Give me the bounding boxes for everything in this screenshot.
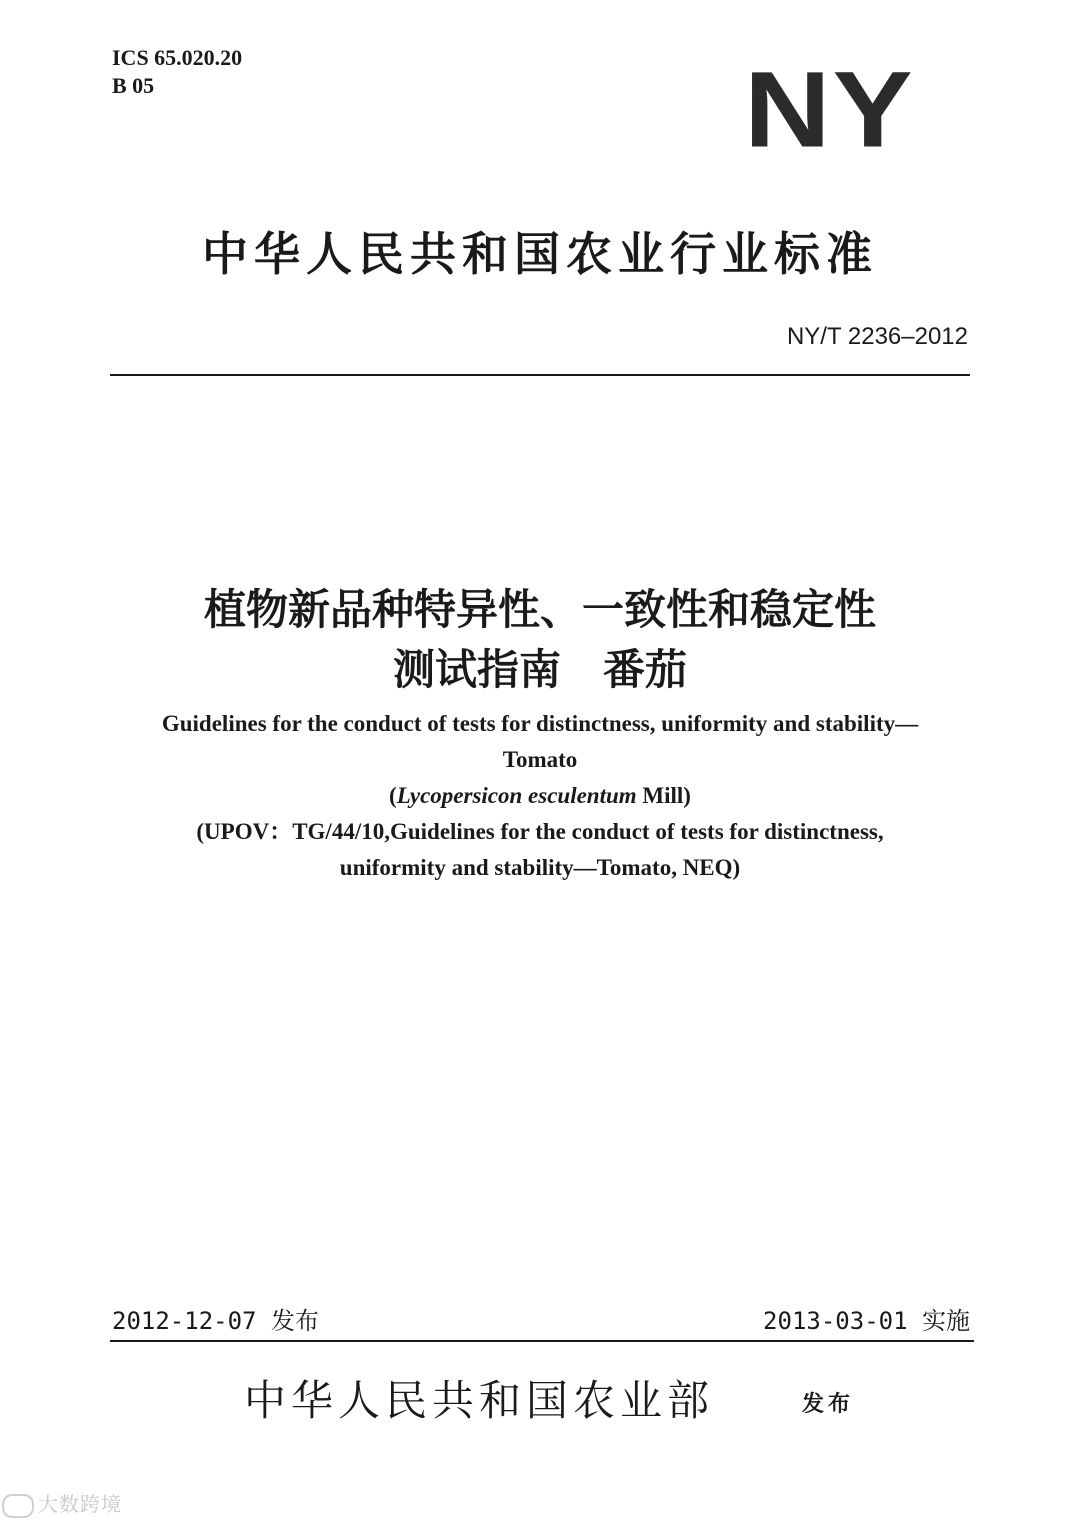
top-divider	[110, 374, 970, 376]
classification-codes	[112, 44, 242, 100]
publisher-name: 中华人民共和国农业部	[244, 1376, 715, 1425]
latin-name-line	[60, 778, 1020, 814]
chinese-title-line-2: 测试指南 番茄	[392, 645, 687, 694]
watermark-text: 大数跨境	[38, 1492, 122, 1516]
standard-number: NY/T 2236–2012	[786, 323, 968, 350]
english-title-line-2: Tomato	[502, 747, 578, 772]
publish-label: 发布	[802, 1392, 855, 1417]
issue-date: 2012-12-07 发布	[112, 1307, 319, 1335]
upov-line-2: uniformity and stability—Tomato, NEQ)	[339, 855, 741, 880]
english-title	[60, 706, 1020, 886]
ny-logo: NY	[744, 49, 915, 170]
upov-line-1: (UPOV：TG/44/10,Guidelines for the conduct of tests for distinctness,	[196, 819, 884, 844]
effective-date: 2013-03-01 实施	[763, 1307, 970, 1335]
chinese-title-line-1: 植物新品种特异性、一致性和稳定性	[203, 585, 876, 634]
bottom-divider	[110, 1340, 974, 1342]
ics-code: ICS 65.020.20	[112, 45, 243, 70]
watermark-logo-icon	[2, 1494, 34, 1518]
english-title-line-1: Guidelines for the conduct of tests for distinctness, uniformity and stability—	[161, 711, 919, 736]
latin-open-paren: (	[389, 783, 397, 808]
latin-name: Lycopersicon esculentum	[396, 783, 637, 808]
chinese-title	[0, 580, 1080, 700]
standard-title: 中华人民共和国农业行业标准	[202, 227, 878, 281]
class-code: B 05	[112, 73, 155, 98]
watermark	[2, 1490, 122, 1518]
latin-authority: Mill)	[636, 783, 691, 808]
